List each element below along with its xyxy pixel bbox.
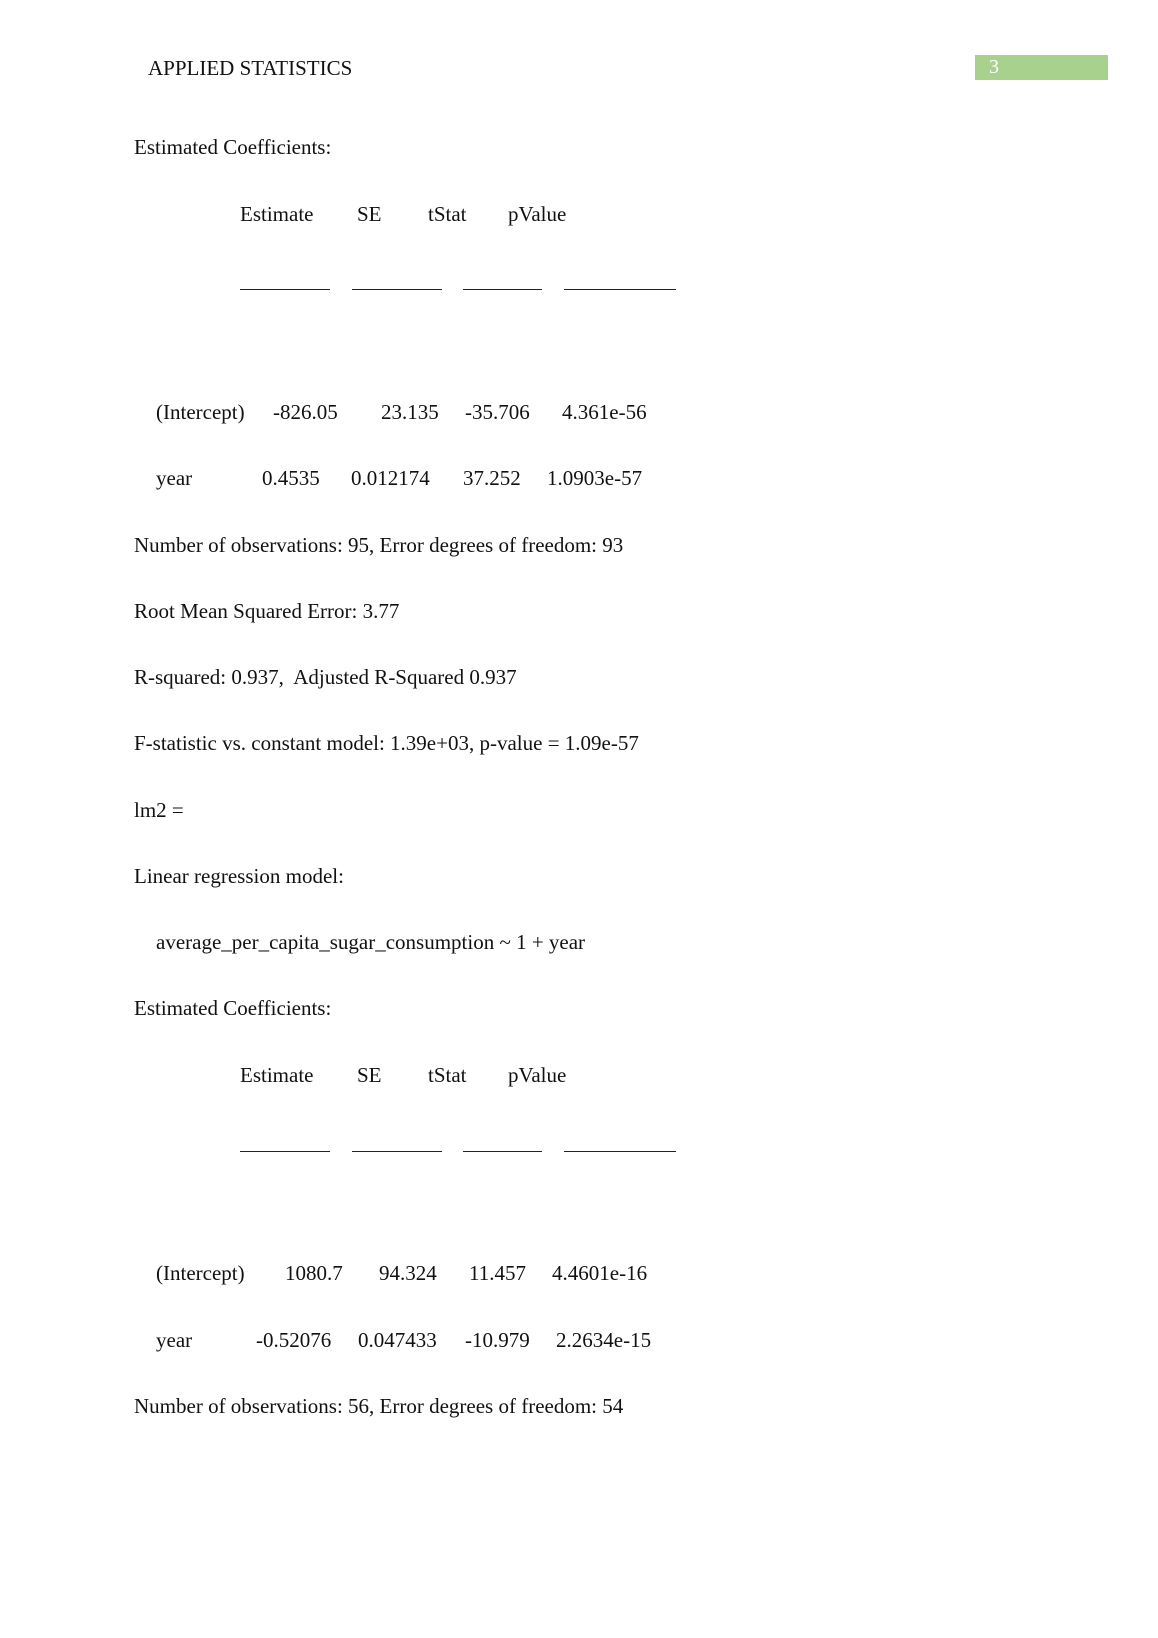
row-name: year [156,1328,193,1352]
page-number-box [975,55,1108,80]
rmse: Root Mean Squared Error: 3.77 [134,599,400,623]
row-name: year [156,466,193,490]
observations: Number of observations: 56, Error degrees of freedom: 54 [134,1394,624,1418]
model-formula: average_per_capita_sugar_consumption ~ 1 + year [156,930,586,954]
cell-tstat: -35.706 [465,400,530,424]
cell-pvalue: 1.0903e-57 [547,466,643,490]
cell-pvalue: 4.4601e-16 [552,1261,648,1285]
cell-estimate: -0.52076 [256,1328,332,1352]
running-header: APPLIED STATISTICS [148,56,353,80]
cell-pvalue: 4.361e-56 [562,400,647,424]
col-rule [564,289,676,290]
cell-se: 0.047433 [358,1328,437,1352]
model-assign: lm2 = [134,798,184,822]
cell-se: 0.012174 [351,466,430,490]
cell-pvalue: 2.2634e-15 [556,1328,652,1352]
col-header-se: SE [357,202,382,226]
col-rule [463,1151,542,1152]
col-header-pvalue: pValue [508,202,567,226]
page-number: 3 [989,56,999,78]
col-header-estimate: Estimate [240,202,314,226]
coef-heading: Estimated Coefficients: [134,135,332,159]
f-statistic: F-statistic vs. constant model: 1.39e+03, p-value = 1.09e-57 [134,731,639,755]
col-rule [352,1151,442,1152]
observations: Number of observations: 95, Error degrees of freedom: 93 [134,533,624,557]
cell-tstat: 11.457 [469,1261,526,1285]
cell-estimate: 1080.7 [285,1261,343,1285]
col-header-estimate: Estimate [240,1063,314,1087]
col-rule [463,289,542,290]
cell-estimate: 0.4535 [262,466,320,490]
col-rule [564,1151,676,1152]
r-squared: R-squared: 0.937, Adjusted R-Squared 0.937 [134,665,517,689]
col-rule [352,289,442,290]
col-header-pvalue: pValue [508,1063,567,1087]
coef-heading: Estimated Coefficients: [134,996,332,1020]
cell-tstat: 37.252 [463,466,521,490]
model-type: Linear regression model: [134,864,344,888]
col-rule [240,1151,330,1152]
row-name: (Intercept) [156,400,245,424]
cell-estimate: -826.05 [273,400,338,424]
row-name: (Intercept) [156,1261,245,1285]
cell-se: 94.324 [379,1261,437,1285]
cell-tstat: -10.979 [465,1328,530,1352]
cell-se: 23.135 [381,400,439,424]
col-header-se: SE [357,1063,382,1087]
col-header-tstat: tStat [428,202,467,226]
col-rule [240,289,330,290]
col-header-tstat: tStat [428,1063,467,1087]
